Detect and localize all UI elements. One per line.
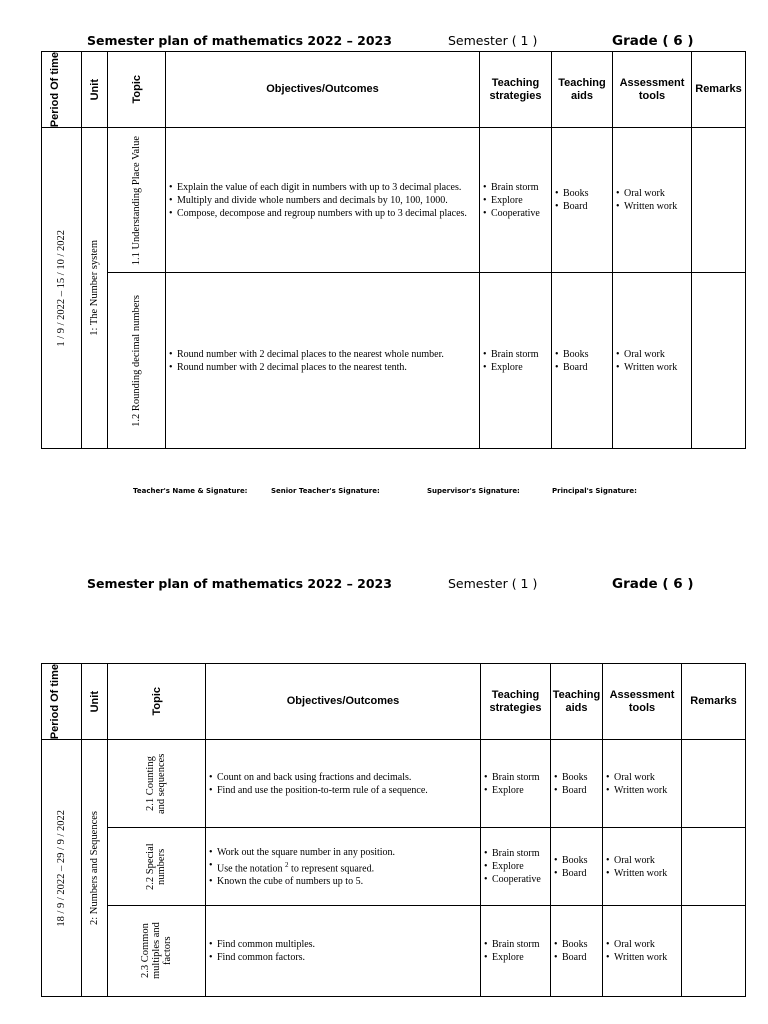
unit-cell: 1: The Number system xyxy=(82,128,108,449)
list-item: • Books xyxy=(555,187,609,200)
plan-title: Semester plan of mathematics 2022 – 2023 xyxy=(87,576,392,591)
list-item: • Explore xyxy=(484,951,547,964)
list-item: • Written work xyxy=(606,784,678,797)
header-period: Period Of time xyxy=(42,664,82,740)
semester-label: Semester ( 1 ) xyxy=(448,576,538,591)
remarks-cell xyxy=(682,828,746,906)
list-item: • Brain storm xyxy=(483,348,548,361)
plan-2-table xyxy=(41,663,746,997)
assessment-cell xyxy=(613,273,692,449)
list-item: • Board xyxy=(554,784,599,797)
remarks-cell xyxy=(682,740,746,828)
list-item: • Use the notation $^2$ to represent squared. xyxy=(209,859,477,875)
aids-cell xyxy=(552,273,613,449)
aids-cell xyxy=(551,740,603,828)
list-item: • Books xyxy=(555,348,609,361)
strategies-cell xyxy=(481,828,551,906)
header-row xyxy=(42,664,746,740)
header-objectives: Objectives/Outcomes xyxy=(166,52,480,128)
objectives-cell xyxy=(206,906,481,997)
aids-cell xyxy=(551,906,603,997)
list-item: • Board xyxy=(554,951,599,964)
list-item: • Board xyxy=(554,867,599,880)
list-item: • Work out the square number in any position. xyxy=(209,846,477,859)
strategies-cell xyxy=(480,273,552,449)
list-item: • Multiply and divide whole numbers and decimals by 10, 100, 1000. xyxy=(169,194,476,207)
signature-line xyxy=(0,487,768,499)
assessment-cell xyxy=(603,906,682,997)
list-item: • Written work xyxy=(616,361,688,374)
list-item: • Oral work xyxy=(606,854,678,867)
assessment-cell xyxy=(613,128,692,273)
list-item: • Written work xyxy=(606,951,678,964)
period-cell: 18 / 9 / 2022 – 29 / 9 / 2022 xyxy=(42,740,82,997)
senior-teacher-signature-label: Senior Teacher's Signature: xyxy=(271,487,380,495)
grade-label: Grade ( 6 ) xyxy=(612,33,694,49)
assessment-cell xyxy=(603,828,682,906)
list-item: • Books xyxy=(554,771,599,784)
list-item: • Written work xyxy=(606,867,678,880)
list-item: • Explore xyxy=(484,784,547,797)
list-item: • Oral work xyxy=(616,187,688,200)
period-cell: 1 / 9 / 2022 – 15 / 10 / 2022 xyxy=(42,128,82,449)
list-item: • Brain storm xyxy=(484,771,547,784)
header-aids: Teaching aids xyxy=(551,664,603,740)
topic-cell: 2.1 Counting and sequences xyxy=(108,740,206,828)
plan-title: Semester plan of mathematics 2022 – 2023 xyxy=(87,33,392,48)
header-topic: Topic xyxy=(108,52,166,128)
list-item: • Board xyxy=(555,361,609,374)
list-item: • Oral work xyxy=(616,348,688,361)
topic-cell: 1.1 Understanding Place Value xyxy=(108,128,166,273)
table-row xyxy=(42,906,746,997)
list-item: • Explain the value of each digit in numbers with up to 3 decimal places. xyxy=(169,181,476,194)
remarks-cell xyxy=(682,906,746,997)
table-row xyxy=(42,740,746,828)
header-strategies: Teaching strategies xyxy=(480,52,552,128)
header-topic: Topic xyxy=(108,664,206,740)
list-item: • Books xyxy=(554,854,599,867)
list-item: • Round number with 2 decimal places to the nearest whole number. xyxy=(169,348,476,361)
objectives-cell xyxy=(166,128,480,273)
list-item: • Cooperative xyxy=(484,873,547,886)
list-item: • Brain storm xyxy=(484,847,547,860)
strategies-cell xyxy=(480,128,552,273)
supervisor-signature-label: Supervisor's Signature: xyxy=(427,487,520,495)
header-assessment: Assessment tools xyxy=(603,664,682,740)
header-remarks: Remarks xyxy=(682,664,746,740)
grade-label: Grade ( 6 ) xyxy=(612,576,694,592)
assessment-cell xyxy=(603,740,682,828)
objectives-cell xyxy=(206,740,481,828)
header-objectives: Objectives/Outcomes xyxy=(206,664,481,740)
teacher-signature-label: Teacher's Name & Signature: xyxy=(133,487,248,495)
list-item: • Explore xyxy=(483,361,548,374)
list-item: • Explore xyxy=(483,194,548,207)
objectives-cell xyxy=(166,273,480,449)
unit-cell: 2: Numbers and Sequences xyxy=(82,740,108,997)
header-remarks: Remarks xyxy=(692,52,746,128)
topic-cell: 2.3 Common multiples and factors xyxy=(108,906,206,997)
list-item: • Oral work xyxy=(606,771,678,784)
objectives-cell xyxy=(206,828,481,906)
header-assessment: Assessment tools xyxy=(613,52,692,128)
topic-cell: 1.2 Rounding decimal numbers xyxy=(108,273,166,449)
list-item: • Cooperative xyxy=(483,207,548,220)
header-aids: Teaching aids xyxy=(552,52,613,128)
list-item: • Known the cube of numbers up to 5. xyxy=(209,875,477,888)
strategies-cell xyxy=(481,740,551,828)
table-row xyxy=(42,273,746,449)
list-item: • Board xyxy=(555,200,609,213)
topic-cell: 2.2 Special numbers xyxy=(108,828,206,906)
list-item: • Find and use the position-to-term rule of a sequence. xyxy=(209,784,477,797)
list-item: • Oral work xyxy=(606,938,678,951)
header-unit: Unit xyxy=(82,664,108,740)
plan-1-title-row xyxy=(0,33,768,53)
list-item: • Count on and back using fractions and decimals. xyxy=(209,771,477,784)
aids-cell xyxy=(552,128,613,273)
list-item: • Find common multiples. xyxy=(209,938,477,951)
header-row xyxy=(42,52,746,128)
header-strategies: Teaching strategies xyxy=(481,664,551,740)
aids-cell xyxy=(551,828,603,906)
strategies-cell xyxy=(481,906,551,997)
remarks-cell xyxy=(692,128,746,273)
list-item: • Find common factors. xyxy=(209,951,477,964)
table-row xyxy=(42,828,746,906)
header-period: Period Of time xyxy=(42,52,82,128)
list-item: • Compose, decompose and regroup numbers with up to 3 decimal places. xyxy=(169,207,476,220)
list-item: • Brain storm xyxy=(484,938,547,951)
list-item: • Brain storm xyxy=(483,181,548,194)
list-item: • Books xyxy=(554,938,599,951)
list-item: • Round number with 2 decimal places to the nearest tenth. xyxy=(169,361,476,374)
semester-label: Semester ( 1 ) xyxy=(448,33,538,48)
remarks-cell xyxy=(692,273,746,449)
table-row xyxy=(42,128,746,273)
list-item: • Explore xyxy=(484,860,547,873)
header-unit: Unit xyxy=(82,52,108,128)
list-item: • Written work xyxy=(616,200,688,213)
plan-1-table xyxy=(41,51,746,449)
plan-2-title-row xyxy=(0,576,768,596)
principal-signature-label: Principal's Signature: xyxy=(552,487,637,495)
